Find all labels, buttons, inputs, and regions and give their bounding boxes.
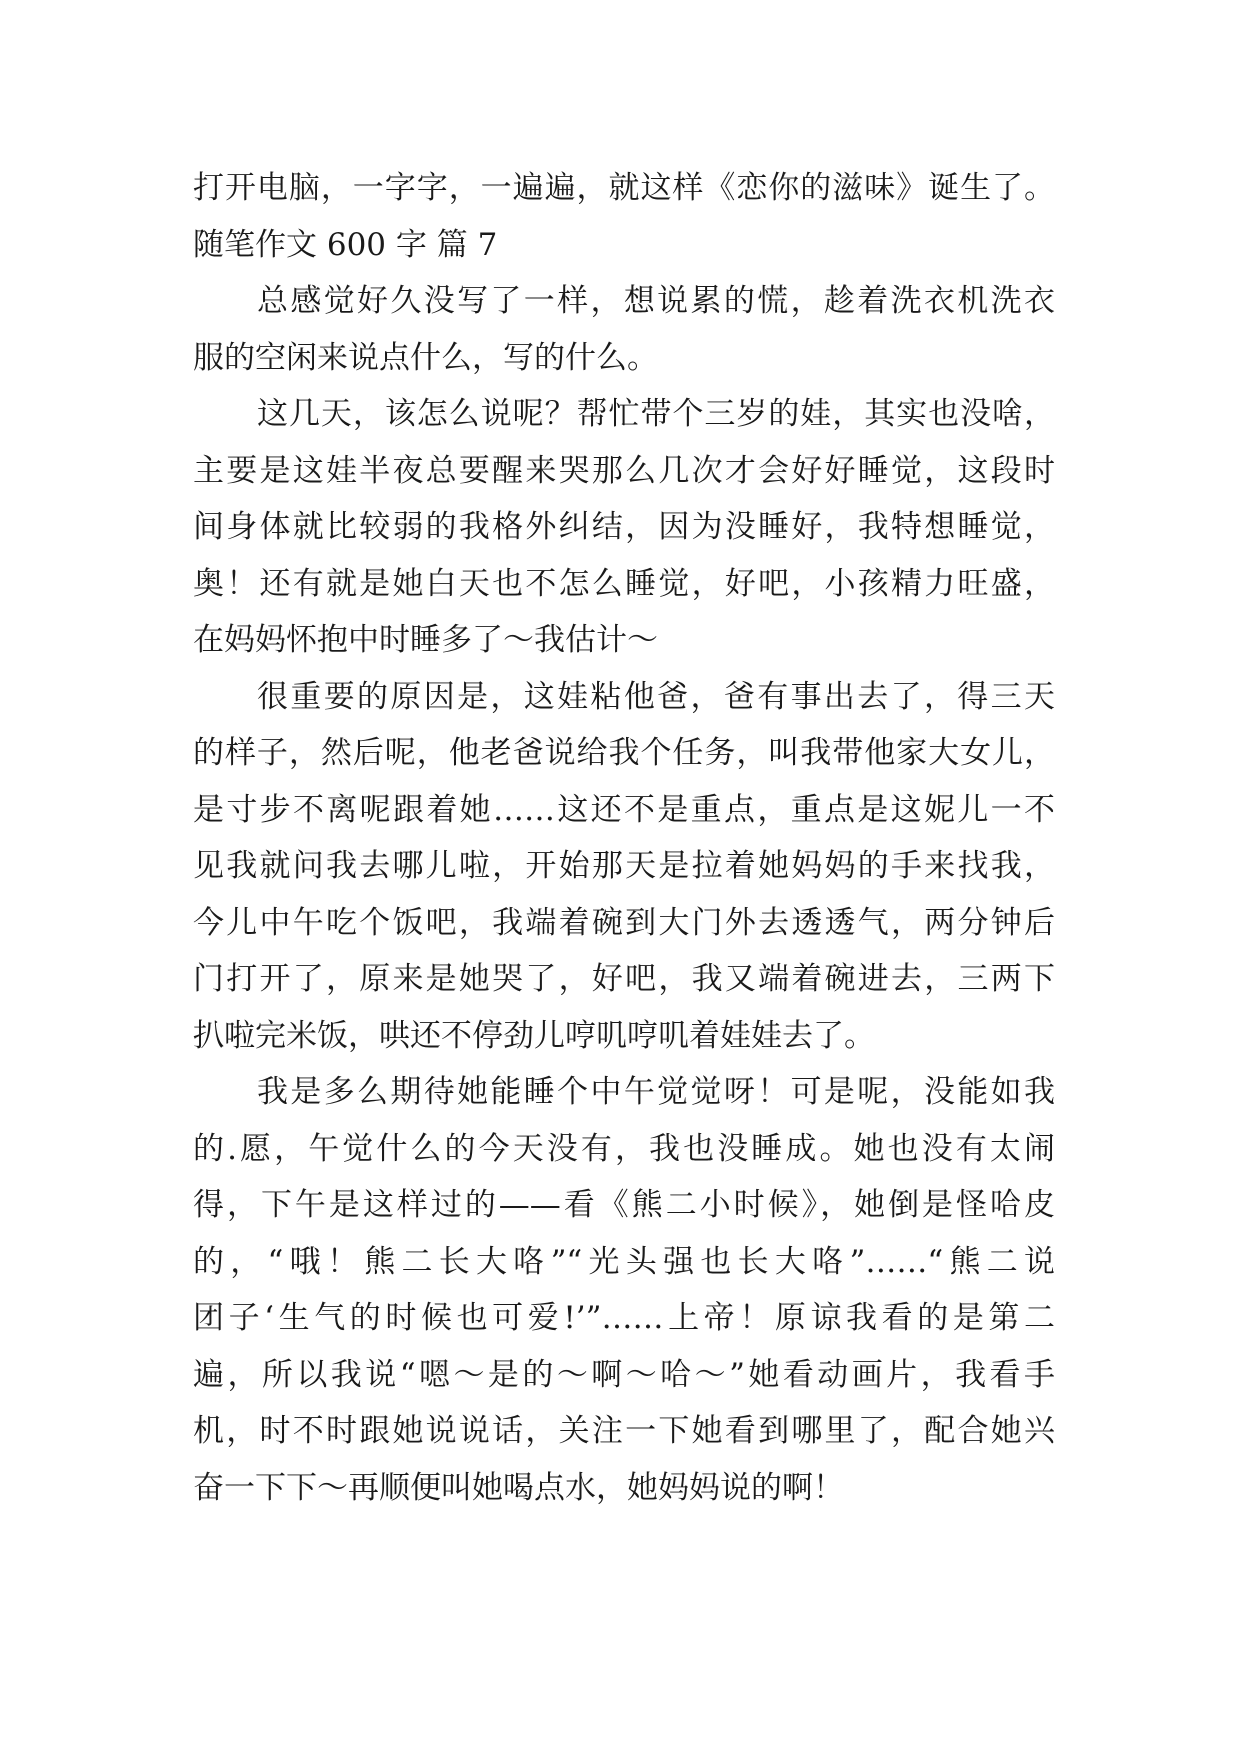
paragraph-4 bbox=[193, 1064, 1055, 1516]
paragraph-line: 见我就问我去哪儿啦，开始那天是拉着她妈妈的手来找我， bbox=[193, 848, 1055, 884]
paragraph-line: 今儿中午吃个饭吧，我端着碗到大门外去透透气，两分钟后 bbox=[193, 904, 1055, 941]
paragraph-line: 的样子，然后呢，他老爸说给我个任务，叫我带他家大女儿， bbox=[193, 735, 1055, 771]
paragraph-line: 间身体就比较弱的我格外纠结，因为没睡好，我特想睡觉， bbox=[193, 509, 1055, 545]
paragraph-line: 机，时不时跟她说说话，关注一下她看到哪里了，配合她兴 bbox=[193, 1413, 1055, 1449]
paragraph-2 bbox=[193, 386, 1055, 669]
section-heading: 随笔作文 600 字 篇 7 bbox=[193, 226, 498, 263]
paragraph-line: 扒啦完米饭，哄还不停劲儿哼叽哼叽着娃娃去了。 bbox=[193, 1017, 875, 1054]
paragraph-line: 奥！还有就是她白天也不怎么睡觉，好吧，小孩精力旺盛， bbox=[193, 565, 1055, 602]
paragraph-line: 团子‘生气的时候也可爱!’”……上帝！原谅我看的是第二 bbox=[193, 1300, 1055, 1336]
paragraph-line: 遍，所以我说“嗯～是的～啊～哈～”她看动画片，我看手 bbox=[193, 1356, 1055, 1393]
paragraph-line: 这几天，该怎么说呢？帮忙带个三岁的娃，其实也没啥， bbox=[257, 396, 1055, 432]
paragraph-line: 服的空闲来说点什么，写的什么。 bbox=[193, 339, 658, 376]
paragraph-line: 总感觉好久没写了一样，想说累的慌，趁着洗衣机洗衣 bbox=[257, 283, 1055, 319]
paragraph-line: 主要是这娃半夜总要醒来哭那么几次才会好好睡觉，这段时 bbox=[193, 452, 1055, 489]
paragraph-1 bbox=[193, 273, 1055, 386]
paragraph-line: 在妈妈怀抱中时睡多了～我估计～ bbox=[193, 622, 658, 658]
paragraph-line: 门打开了，原来是她哭了，好吧，我又端着碗进去，三两下 bbox=[193, 961, 1055, 997]
paragraph-line: 我是多么期待她能睡个中午觉觉呀！可是呢，没能如我 bbox=[257, 1074, 1055, 1110]
paragraph-line: 的.愿，午觉什么的今天没有，我也没睡成。她也没有太闹 bbox=[193, 1130, 1055, 1167]
paragraph-line: 得，下午是这样过的——看《熊二小时候》，她倒是怪哈皮 bbox=[193, 1187, 1055, 1223]
intro-line: 打开电脑，一字字，一遍遍，就这样《恋你的滋味》诞生了。 bbox=[193, 170, 1055, 206]
paragraph-3 bbox=[193, 669, 1055, 1065]
document-page bbox=[193, 160, 1055, 1516]
paragraph-line: 奋一下下～再顺便叫她喝点水，她妈妈说的啊！ bbox=[193, 1469, 844, 1506]
paragraph-line: 很重要的原因是，这娃粘他爸，爸有事出去了，得三天 bbox=[257, 678, 1055, 715]
paragraph-line: 是寸步不离呢跟着她……这还不是重点，重点是这妮儿一不 bbox=[193, 791, 1055, 828]
paragraph-line: 的，“哦！熊二长大咯”“光头强也长大咯”……“熊二说 bbox=[193, 1243, 1055, 1280]
